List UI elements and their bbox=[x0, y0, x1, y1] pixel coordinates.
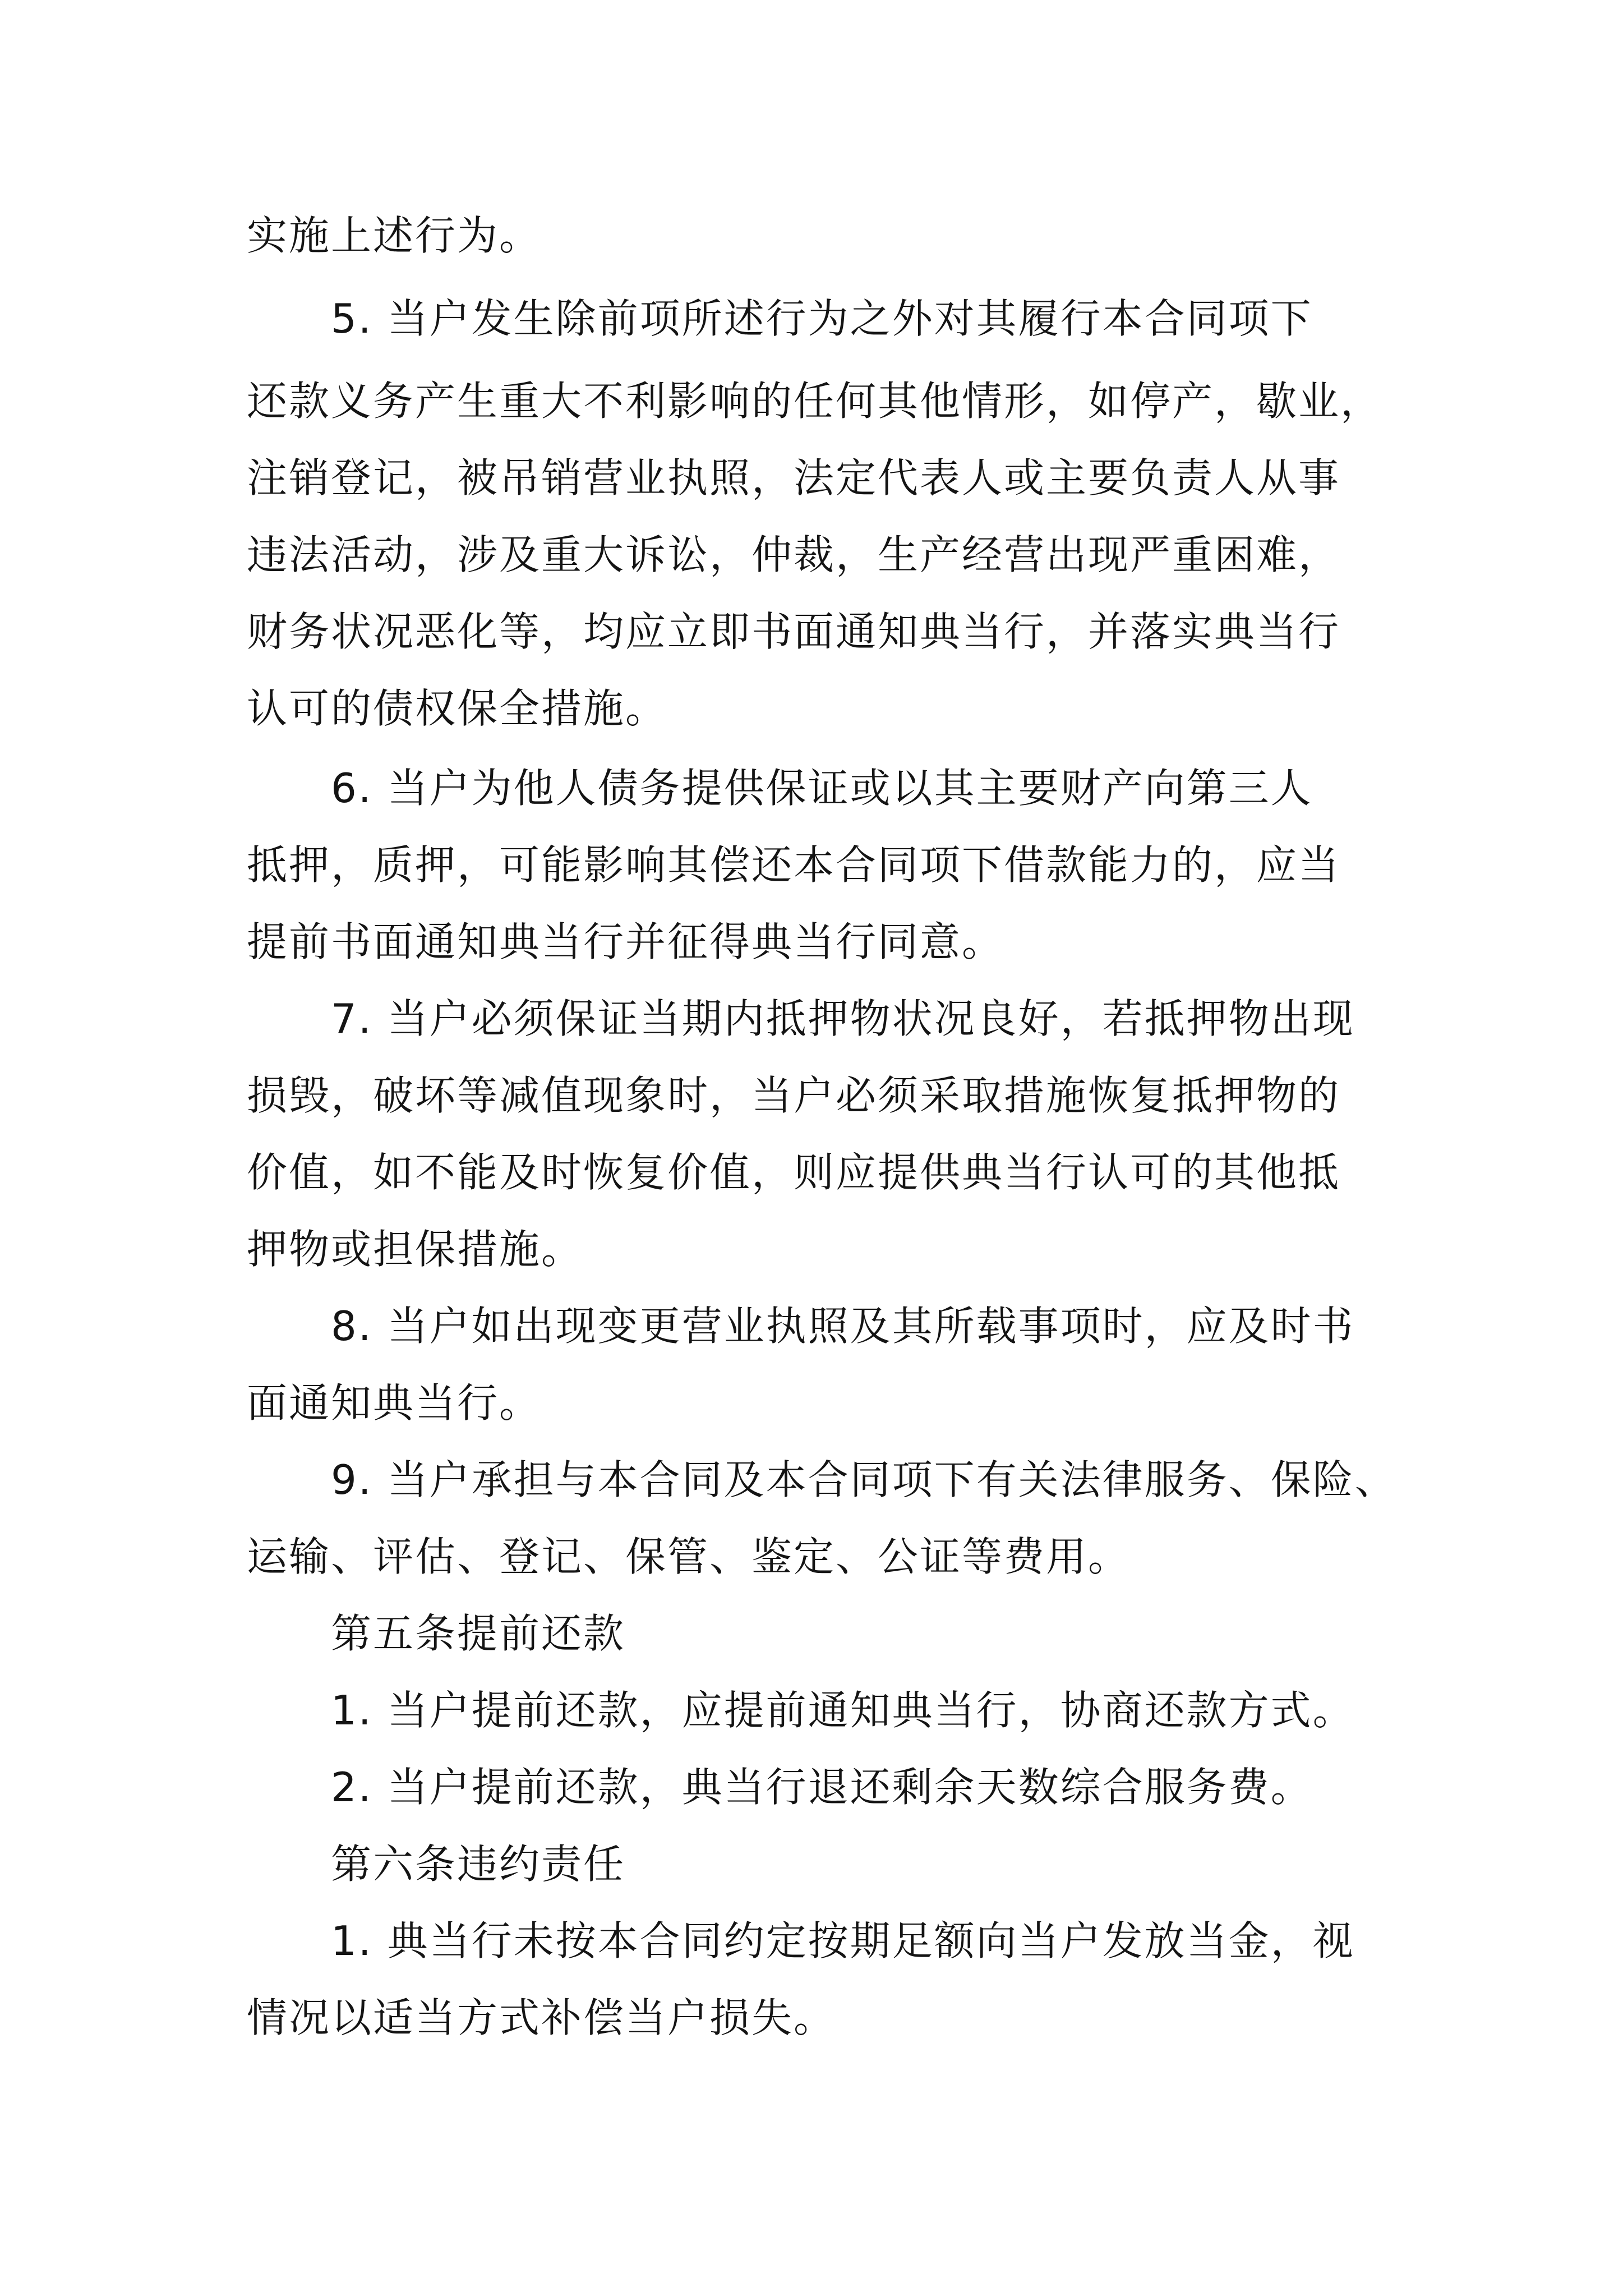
text-line: 还款义务产生重大不利影响的任何其他情形，如停产，歇业， bbox=[247, 378, 1383, 425]
text-line: 2. 当户提前还款，典当行退还剩余天数综合服务费。 bbox=[331, 1764, 1313, 1811]
text-line: 9. 当户承担与本合同及本合同项下有关法律服务、保险、 bbox=[331, 1456, 1397, 1503]
text-line: 价值，如不能及时恢复价值，则应提供典当行认可的其他抵 bbox=[247, 1149, 1341, 1196]
text-line: 面通知典当行。 bbox=[247, 1379, 542, 1427]
text-line: 损毁，破坏等减值现象时，当户必须采取措施恢复抵押物的 bbox=[247, 1072, 1341, 1119]
text-line: 8. 当户如出现变更营业执照及其所载事项时，应及时书 bbox=[331, 1303, 1355, 1350]
text-line: 1. 当户提前还款，应提前通知典当行，协商还款方式。 bbox=[331, 1687, 1355, 1734]
text-line: 财务状况恶化等，均应立即书面通知典当行，并落实典当行 bbox=[247, 608, 1341, 655]
text-line: 情况以适当方式补偿当户损失。 bbox=[247, 1994, 836, 2041]
text-line: 抵押，质押，可能影响其偿还本合同项下借款能力的，应当 bbox=[247, 841, 1341, 889]
text-line: 认可的债权保全措施。 bbox=[247, 685, 668, 732]
section-heading: 第六条违约责任 bbox=[331, 1841, 626, 1888]
section-heading: 第五条提前还款 bbox=[331, 1610, 626, 1657]
text-line: 1. 典当行未按本合同约定按期足额向当户发放当金，视 bbox=[331, 1917, 1355, 1964]
text-line: 运输、评估、登记、保管、鉴定、公证等费用。 bbox=[247, 1533, 1131, 1580]
text-line: 提前书面通知典当行并征得典当行同意。 bbox=[247, 918, 1004, 965]
text-line: 7. 当户必须保证当期内抵押物状况良好，若抵押物出现 bbox=[331, 995, 1355, 1042]
text-line: 押物或担保措施。 bbox=[247, 1226, 584, 1273]
text-line: 6. 当户为他人债务提供保证或以其主要财产向第三人 bbox=[331, 765, 1313, 812]
text-line: 违法活动，涉及重大诉讼，仲裁，生产经营出现严重困难， bbox=[247, 531, 1341, 578]
text-line: 5. 当户发生除前项所述行为之外对其履行本合同项下 bbox=[331, 295, 1313, 342]
text-line: 实施上述行为。 bbox=[247, 212, 542, 259]
text-line: 注销登记，被吊销营业执照，法定代表人或主要负责人从事 bbox=[247, 454, 1341, 501]
